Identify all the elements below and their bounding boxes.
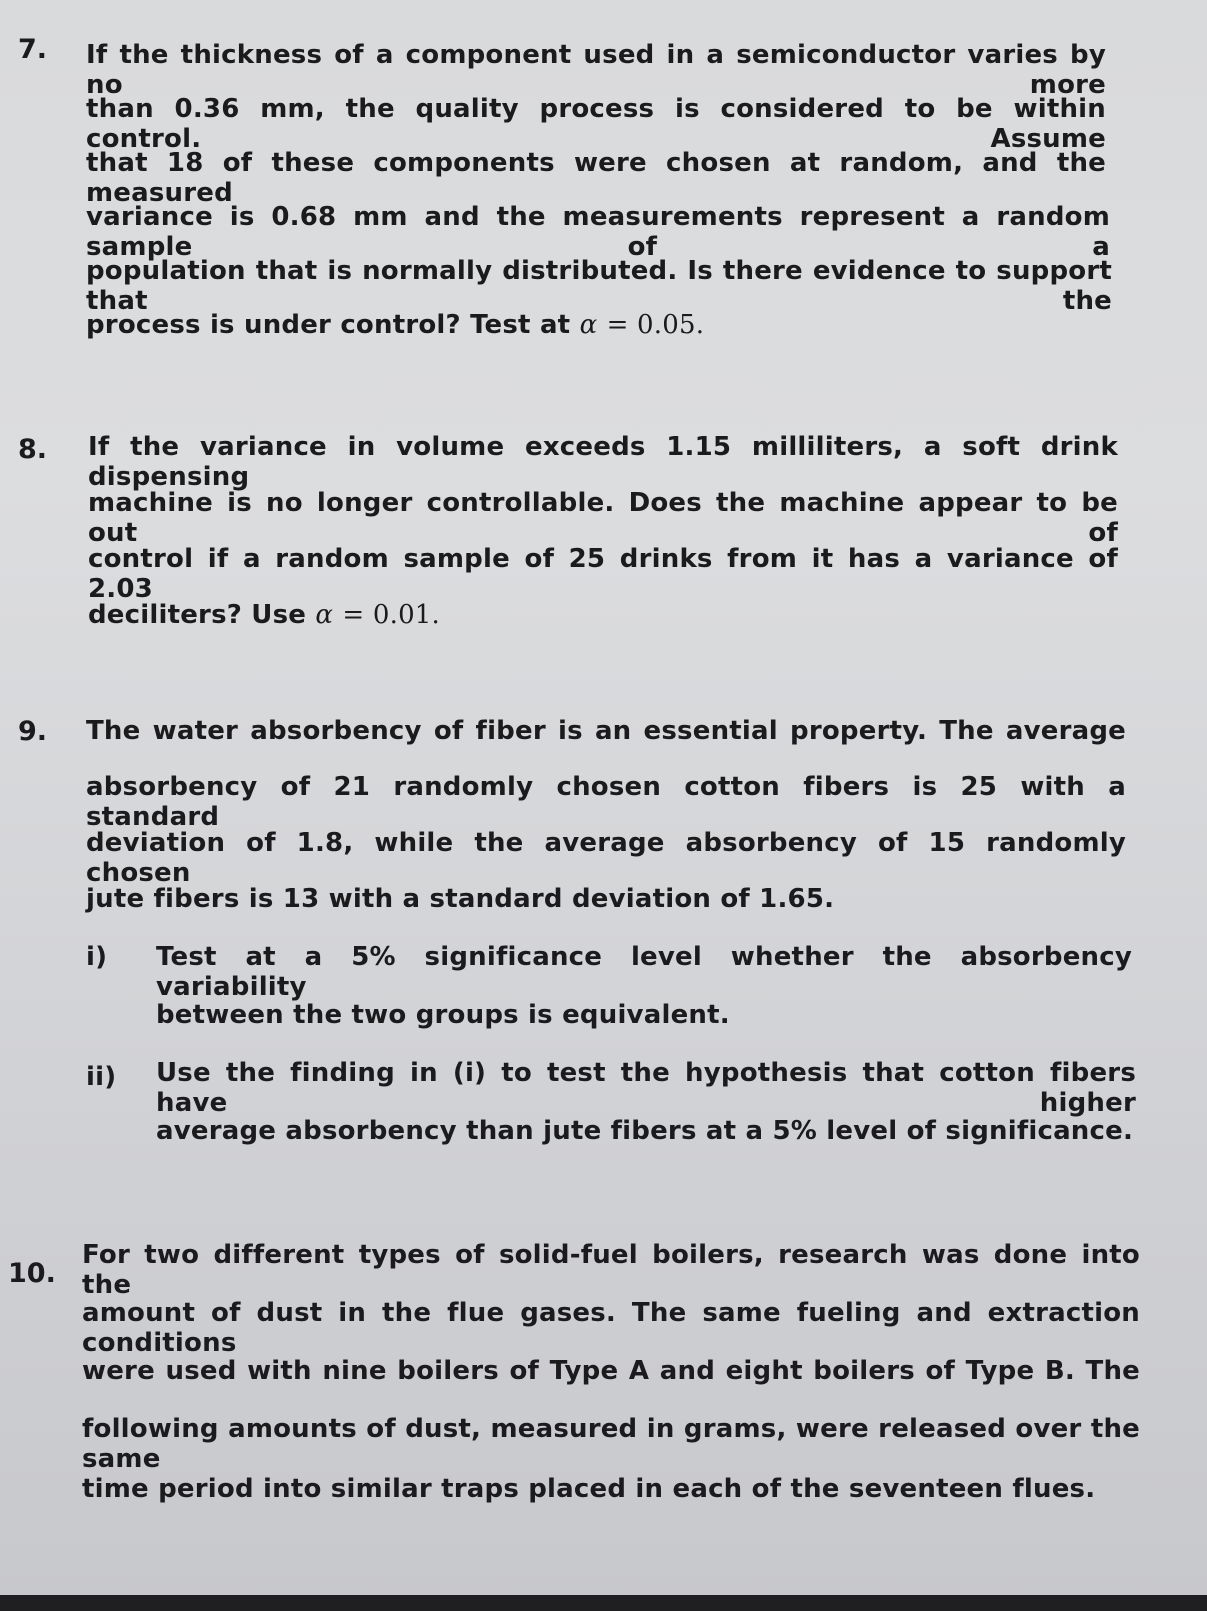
question-7-line-5: population that is normally distributed. Is there evidence to support that the: [86, 256, 1112, 316]
question-8-line-1: If the variance in volume exceeds 1.15 milliliters, a soft drink dispensing: [88, 432, 1118, 492]
bottom-shadow: [0, 1595, 1207, 1611]
question-9-part-ii-label: ii): [86, 1062, 117, 1092]
question-9-part-i-label: i): [86, 942, 108, 972]
question-8-line-2: machine is no longer controllable. Does the machine appear to be out of: [88, 488, 1118, 548]
question-8-number: 8.: [18, 434, 48, 465]
question-9-number: 9.: [18, 716, 48, 747]
alpha-value: = 0.01.: [342, 600, 441, 630]
question-7-line-6: [86, 310, 704, 340]
question-10-line-2: amount of dust in the flue gases. The same fueling and extraction conditions: [82, 1298, 1140, 1358]
alpha-symbol: α: [579, 310, 598, 340]
question-9-line-2: absorbency of 21 randomly chosen cotton fibers is 25 with a standard: [86, 772, 1126, 832]
question-10-line-1: For two different types of solid-fuel boilers, research was done into the: [82, 1240, 1140, 1300]
question-7-number: 7.: [18, 34, 48, 65]
question-9-line-1: The water absorbency of fiber is an essential property. The average: [86, 716, 1126, 746]
question-9-part-ii-line-1: Use the finding in (i) to test the hypothesis that cotton fibers have higher: [156, 1058, 1136, 1118]
question-9-part-i-line-2: between the two groups is equivalent.: [156, 1000, 730, 1030]
question-9-part-i-line-1: Test at a 5% significance level whether the absorbency variability: [156, 942, 1132, 1002]
question-7-line-4: variance is 0.68 mm and the measurements represent a random sample of a: [86, 202, 1110, 262]
question-10-number: 10.: [8, 1258, 56, 1289]
alpha-symbol: α: [315, 600, 334, 630]
question-7-line-2: than 0.36 mm, the quality process is considered to be within control. Assume: [86, 94, 1106, 154]
question-10-line-4: following amounts of dust, measured in grams, were released over the same: [82, 1414, 1140, 1474]
question-7-test-text: process is under control? Test at: [86, 310, 571, 340]
question-8-line-3: control if a random sample of 25 drinks from it has a variance of 2.03: [88, 544, 1118, 604]
question-10-line-3: were used with nine boilers of Type A and eight boilers of Type B. The: [82, 1356, 1140, 1386]
question-9-part-ii-line-2: average absorbency than jute fibers at a 5% level of significance.: [156, 1116, 1134, 1146]
question-8-line-4: [88, 600, 440, 630]
question-9-line-4: jute fibers is 13 with a standard deviation of 1.65.: [86, 884, 835, 914]
question-7-line-1: If the thickness of a component used in a semiconductor varies by no more: [86, 40, 1106, 100]
question-8-test-text: deciliters? Use: [88, 600, 307, 630]
question-7-line-3: that 18 of these components were chosen at random, and the measured: [86, 148, 1106, 208]
question-9-line-3: deviation of 1.8, while the average absorbency of 15 randomly chosen: [86, 828, 1126, 888]
question-10-line-5: time period into similar traps placed in each of the seventeen flues.: [82, 1474, 1096, 1504]
alpha-value: = 0.05.: [606, 310, 705, 340]
